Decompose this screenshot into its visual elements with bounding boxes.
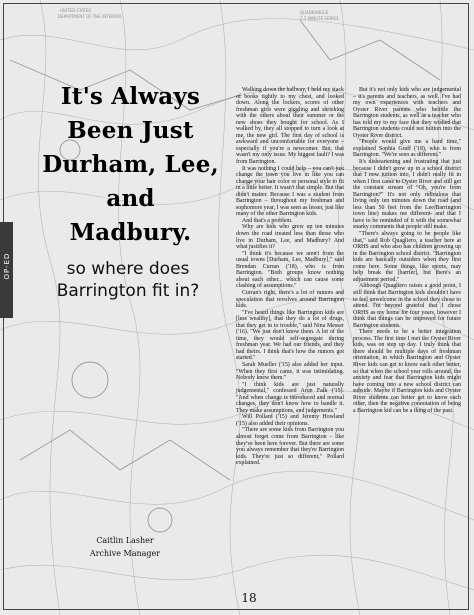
svg-text:DEPARTMENT OF THE INTERIOR: DEPARTMENT OF THE INTERIOR (58, 14, 122, 19)
byline (60, 534, 190, 560)
svg-text:UNITED STATES: UNITED STATES (60, 8, 92, 13)
paragraph: Although Quagliero raises a good point, I still think that Barrington kids shouldn't have to feel unwelcome in the school they chose to attend. I'm beyond grateful that I chose ORHS as my home for four years, however I think that things can be improved for future Barrington students. (353, 283, 461, 329)
paragraph: "People would give me a hard time," explained Sophia Graff ('18), who is from Barrington. "We're seen as different." (353, 139, 461, 159)
article-column-2 (353, 87, 461, 414)
paragraph: But it's not only kids who are judgemental – it's parents and teachers, as well. I've had my own experiences with teachers and Oyster River parents who belittle the Barrington students, as well as a teacher who has told my to my face that they wished that Barrington students could not tuition into the Oyster River district. (353, 87, 461, 139)
paragraph: And that's a problem. (242, 217, 293, 224)
headline-line: Been Just (67, 117, 194, 144)
author-name: Caitlin Lasher (96, 536, 154, 545)
headline-line: Madbury. (69, 219, 192, 246)
paragraph: There needs to be a better integration process. The first time I met the Oyster River kids, was on step up day. I truly think that there should be multiple days of freshman orientation, in which Barrington and Oyster River kids can get to know each other better, so that when the school year rolls around, the anxiety and fear that Barrington kids might have coming into a new school district can subside. Maybe if Barrington kids and Oyster River students can better get to know each other, then the negative connotation of being a Barrington kid can be a thing of the past. (353, 329, 461, 414)
paragraph: "There's always going to be people like that," said Rob Quagliero, a teacher here at ORHS and who also has children growing up in the Barrington school district. "Barrington kids are basically outsiders when they first come here. Some things, like sports, may help break the [barrier], but there's an adjustment period." (353, 231, 461, 283)
section-tab (0, 222, 13, 318)
subheadline: so where does Barrington fit in? (56, 259, 200, 301)
svg-text:QUADRANGLE: QUADRANGLE (300, 10, 329, 15)
article-column-1 (236, 87, 344, 467)
paragraph: Will Pollard ('15) and Jeremy Howland ('15) also added their opinions. (236, 414, 344, 427)
page-number: 18 (241, 591, 257, 605)
paragraph: Why are kids who grew up ten minutes down the road treated less than those who live in Durham, Lee, and Madbury? And what justifies it? (236, 224, 344, 251)
headline-line: It's Always (60, 83, 201, 110)
paragraph: It was nothing I could help – you can't just change the town you live in like you can change your hair color or personal style to fit in a little better. It wasn't that simple. But that didn't matter. Because I was a student from Barrington – throughout my freshman and sophomore year, I was seen as lesser, just like many of the other Barrington kids. (236, 165, 344, 218)
paragraph: "I think kids are just naturally judgemental," confessed Arun Falk ('15). "And when change is introduced and normal changes, they don't know how to handle it. They make assumptions, and judgements." (236, 381, 344, 414)
paragraph: Curran's right, there's a lot of rumors and speculation that revolves around Barrington kids. (236, 289, 344, 310)
headline-line: Durham, Lee, (42, 151, 219, 178)
headline (23, 80, 238, 250)
paragraph: "I've heard things like Barrington kids are [less wealthy], that they do a lot of drugs, that they get in to trouble," said Nina Messer ('16). "We just don't know them. A lot of the time, they would self-segregate during freshman year. We had our friends, and they had theirs. I think that's how the rumors got started." (236, 309, 344, 362)
headline-line: and (106, 185, 155, 212)
paragraph: "I think it's because we aren't from the usual towns [Durham, Lee, Madbury]," said Brendan Curran ('18), who is from Barrington. "Both groups know nothing about each other... which can cause some clashing of assumptions." (236, 250, 344, 290)
paragraph: "There are some kids from Barrington you almost forget come from Barrington – like they've been here forever. But there are some you always remember that they're Barrington kids. They're just so different," Pollard explained. (236, 427, 344, 467)
paragraph: Walking down the hallway, I held my stack of books tightly to my chest, and looked down. Along the lockers, scores of other freshman girls were giggling and shrieking with the others about their summer or the new shoes they bought for school. As I walked by, they all stopped to turn a look at me, the new girl. The first day of school is awkward and uncomfortable for everyone – especially if you're a newcomer. But, that wasn't my only issue. My biggest fault? I was from Barrington. (236, 87, 344, 166)
author-role: Archive Manager (89, 549, 161, 558)
paragraph: It's disheartening and frustrating that just because I didn't grow up in a school district that I now tuition into, I didn't really fit in when I first came to Oyster River and still get the constant stream of "Oh, you're from Barrington?" It's not only ridiculous that living only ten minutes down the road (and less than 50 feet from the Lee/Barrington town line) makes me different- and that I have to be reminded of it with the somewhat snarky comments that people still make. (353, 159, 461, 231)
paragraph: Sarah Mueller ('15) also added her input. "When they first came, it was intimidating. Nobody knew them." (236, 361, 344, 382)
svg-text:7.5 MINUTE SERIES: 7.5 MINUTE SERIES (300, 16, 339, 21)
section-tab-label: OP-ED (3, 252, 11, 280)
